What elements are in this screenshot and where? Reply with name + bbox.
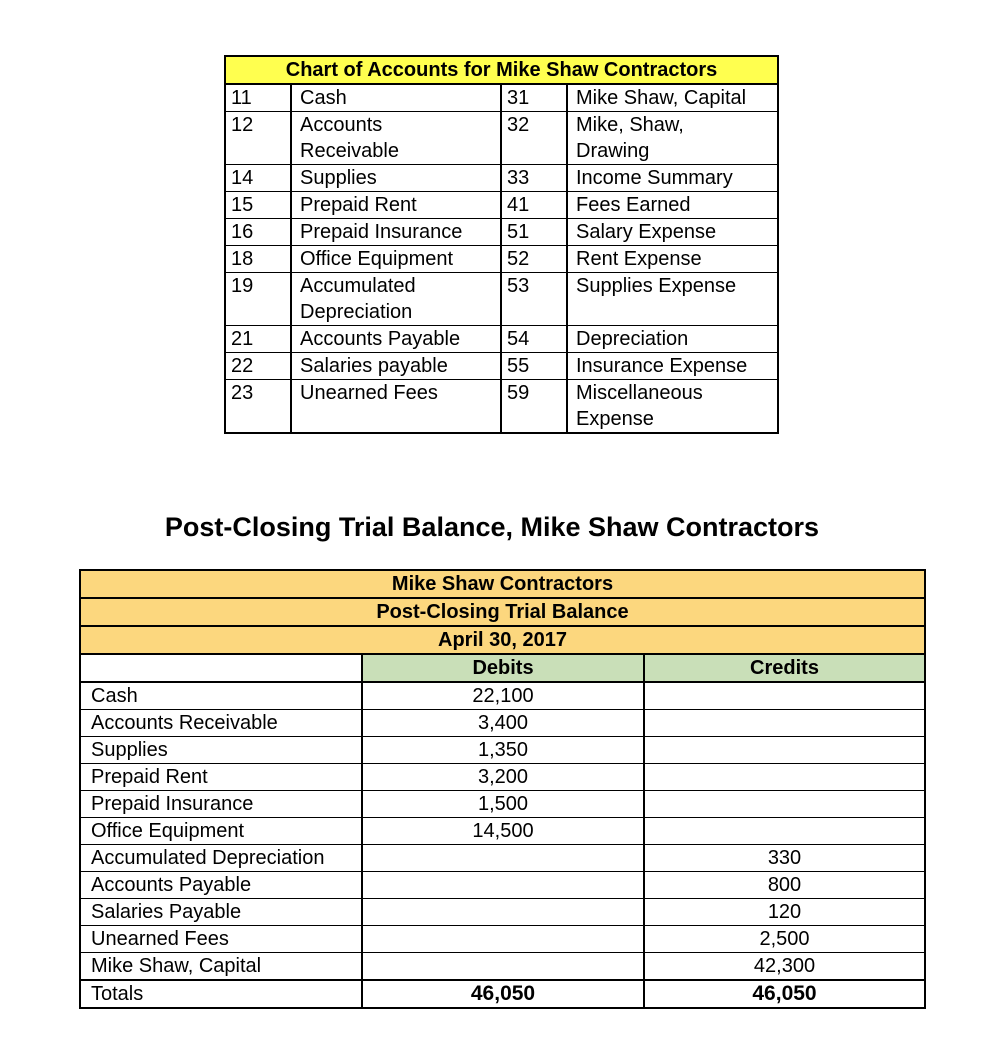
tb-debits-header: Debits — [362, 654, 644, 682]
tb-report-title: Post-Closing Trial Balance — [80, 598, 925, 626]
coa-row — [225, 246, 778, 273]
tb-debit — [362, 872, 644, 899]
tb-account: Accounts Payable — [80, 872, 362, 899]
coa-right-number: 51 — [501, 219, 567, 246]
coa-right-number: 54 — [501, 326, 567, 353]
tb-row — [80, 791, 925, 818]
tb-company: Mike Shaw Contractors — [80, 570, 925, 598]
tb-date: April 30, 2017 — [80, 626, 925, 654]
coa-right-account: Salary Expense — [567, 219, 778, 246]
coa-right-number: 55 — [501, 353, 567, 380]
chart-of-accounts-table — [224, 55, 779, 434]
coa-right-account: Supplies Expense — [567, 273, 778, 326]
tb-row — [80, 764, 925, 791]
tb-debit — [362, 845, 644, 872]
tb-row — [80, 899, 925, 926]
tb-row — [80, 926, 925, 953]
tb-credit — [644, 791, 925, 818]
tb-row — [80, 682, 925, 710]
coa-row — [225, 219, 778, 246]
tb-account: Cash — [80, 682, 362, 710]
coa-left-number: 12 — [225, 112, 291, 165]
coa-right-account: Depreciation — [567, 326, 778, 353]
tb-column-header-row — [80, 654, 925, 682]
tb-credit — [644, 710, 925, 737]
tb-debit: 22,100 — [362, 682, 644, 710]
coa-left-account: Accounts Receivable — [291, 112, 501, 165]
coa-left-number: 19 — [225, 273, 291, 326]
coa-right-account: Miscellaneous Expense — [567, 380, 778, 434]
coa-right-account: Mike Shaw, Capital — [567, 84, 778, 112]
tb-row — [80, 953, 925, 981]
tb-totals-label: Totals — [80, 980, 362, 1008]
tb-account: Office Equipment — [80, 818, 362, 845]
coa-right-account: Income Summary — [567, 165, 778, 192]
coa-right-number: 32 — [501, 112, 567, 165]
coa-left-number: 23 — [225, 380, 291, 434]
tb-credit: 2,500 — [644, 926, 925, 953]
coa-left-account: Unearned Fees — [291, 380, 501, 434]
coa-row — [225, 112, 778, 165]
page-heading: Post-Closing Trial Balance, Mike Shaw Contractors — [164, 512, 820, 542]
coa-row — [225, 273, 778, 326]
tb-credit: 42,300 — [644, 953, 925, 981]
tb-debit: 3,400 — [362, 710, 644, 737]
tb-account: Supplies — [80, 737, 362, 764]
coa-right-number: 52 — [501, 246, 567, 273]
tb-credit — [644, 682, 925, 710]
coa-right-account: Mike, Shaw, Drawing — [567, 112, 778, 165]
coa-left-number: 22 — [225, 353, 291, 380]
tb-row — [80, 737, 925, 764]
coa-right-account: Rent Expense — [567, 246, 778, 273]
coa-left-account: Salaries payable — [291, 353, 501, 380]
coa-row — [225, 192, 778, 219]
tb-debit — [362, 899, 644, 926]
coa-right-number: 41 — [501, 192, 567, 219]
coa-row — [225, 165, 778, 192]
chart-of-accounts-title: Chart of Accounts for Mike Shaw Contractors — [225, 56, 778, 84]
coa-left-account: Prepaid Rent — [291, 192, 501, 219]
coa-left-number: 14 — [225, 165, 291, 192]
tb-totals-row — [80, 980, 925, 1008]
tb-credit: 120 — [644, 899, 925, 926]
tb-account: Mike Shaw, Capital — [80, 953, 362, 981]
chart-of-accounts-body — [225, 84, 778, 433]
tb-debit: 3,200 — [362, 764, 644, 791]
coa-right-account: Insurance Expense — [567, 353, 778, 380]
tb-report-row — [80, 598, 925, 626]
tb-total-debit: 46,050 — [362, 980, 644, 1008]
tb-credit — [644, 737, 925, 764]
tb-account: Prepaid Insurance — [80, 791, 362, 818]
coa-left-number: 11 — [225, 84, 291, 112]
coa-right-number: 53 — [501, 273, 567, 326]
tb-credit: 800 — [644, 872, 925, 899]
tb-debit: 1,350 — [362, 737, 644, 764]
tb-account: Unearned Fees — [80, 926, 362, 953]
coa-left-number: 18 — [225, 246, 291, 273]
tb-account: Accounts Receivable — [80, 710, 362, 737]
tb-debit — [362, 926, 644, 953]
tb-date-row — [80, 626, 925, 654]
tb-debit: 1,500 — [362, 791, 644, 818]
coa-left-account: Accounts Payable — [291, 326, 501, 353]
tb-account: Salaries Payable — [80, 899, 362, 926]
tb-credit — [644, 818, 925, 845]
coa-left-account: Office Equipment — [291, 246, 501, 273]
tb-row — [80, 872, 925, 899]
trial-balance-table — [79, 569, 926, 1009]
coa-left-account: Cash — [291, 84, 501, 112]
tb-credit: 330 — [644, 845, 925, 872]
tb-credits-header: Credits — [644, 654, 925, 682]
tb-account: Accumulated Depreciation — [80, 845, 362, 872]
tb-total-credit: 46,050 — [644, 980, 925, 1008]
tb-row — [80, 818, 925, 845]
coa-right-number: 59 — [501, 380, 567, 434]
coa-row — [225, 380, 778, 434]
coa-left-account: Accumulated Depreciation — [291, 273, 501, 326]
coa-left-number: 15 — [225, 192, 291, 219]
tb-row — [80, 845, 925, 872]
coa-row — [225, 326, 778, 353]
coa-left-account: Prepaid Insurance — [291, 219, 501, 246]
coa-right-account: Fees Earned — [567, 192, 778, 219]
coa-row — [225, 84, 778, 112]
tb-row — [80, 710, 925, 737]
coa-left-number: 21 — [225, 326, 291, 353]
tb-account-header — [80, 654, 362, 682]
tb-debit — [362, 953, 644, 981]
coa-right-number: 33 — [501, 165, 567, 192]
coa-left-number: 16 — [225, 219, 291, 246]
tb-account: Prepaid Rent — [80, 764, 362, 791]
coa-right-number: 31 — [501, 84, 567, 112]
coa-left-account: Supplies — [291, 165, 501, 192]
tb-debit: 14,500 — [362, 818, 644, 845]
tb-company-row — [80, 570, 925, 598]
coa-row — [225, 353, 778, 380]
tb-credit — [644, 764, 925, 791]
